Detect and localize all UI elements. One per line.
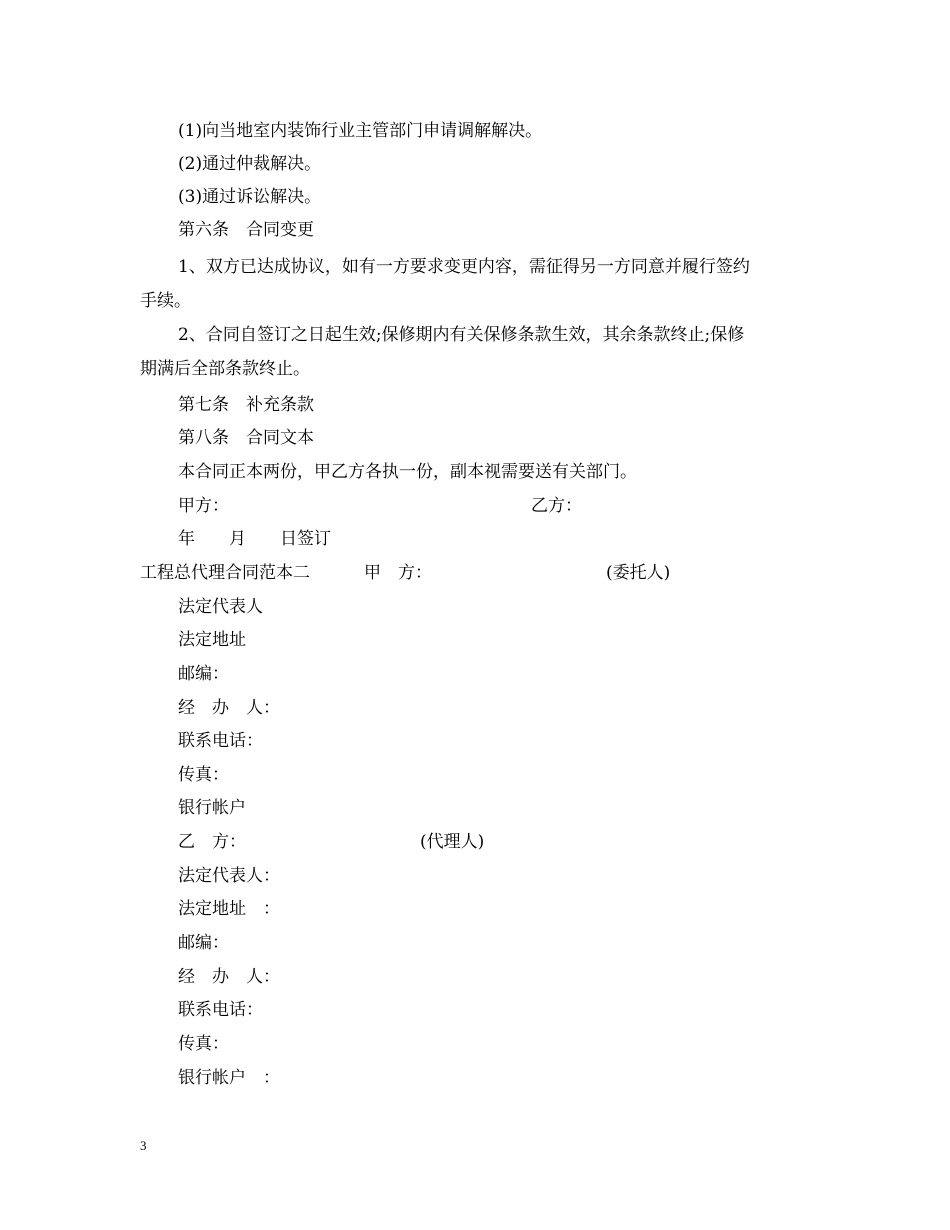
paragraph-line: 2、合同自签订之日起生效;保修期内有关保修条款生效，其余条款终止;保修 — [178, 325, 745, 345]
party-a-label: 甲 方： — [364, 563, 432, 583]
party-b-field: 联系电话： — [178, 1000, 263, 1020]
party-b-field: 经 办 人： — [178, 967, 280, 987]
party-b-field: 银行帐户 ： — [178, 1068, 280, 1088]
paragraph-line: 手续。 — [140, 291, 191, 311]
party-a-field: 法定代表人 — [178, 597, 263, 617]
paragraph-line: 本合同正本两份，甲乙方各执一份，副本视需要送有关部门。 — [178, 462, 637, 482]
paragraph-line: (2)通过仲裁解决。 — [178, 154, 322, 174]
party-a-field: 银行帐户 — [178, 798, 246, 818]
party-b-field: 传真： — [178, 1034, 229, 1054]
party-b-field: 法定代表人： — [178, 866, 280, 886]
signature-date: 年 月 日签订 — [178, 529, 331, 549]
paragraph-line: 1、双方已达成协议，如有一方要求变更内容，需征得另一方同意并履行签约 — [178, 257, 750, 277]
party-b-field: 邮编： — [178, 933, 229, 953]
party-a-role: (委托人) — [606, 563, 671, 583]
page-number: 3 — [140, 1138, 147, 1153]
sample-title: 工程总代理合同范本二 — [140, 563, 310, 583]
party-a-field: 法定地址 — [178, 630, 246, 650]
party-b-role: (代理人) — [420, 832, 485, 852]
signature-party-b: 乙方： — [531, 496, 582, 516]
party-a-field: 经 办 人： — [178, 698, 280, 718]
section-heading: 第八条 合同文本 — [178, 428, 314, 448]
party-a-field: 邮编： — [178, 664, 229, 684]
party-b-field: 法定地址 ： — [178, 899, 280, 919]
signature-party-a: 甲方： — [178, 496, 229, 516]
party-a-field: 联系电话： — [178, 731, 263, 751]
party-b-label: 乙 方： — [178, 832, 246, 852]
paragraph-line: (3)通过诉讼解决。 — [178, 187, 322, 207]
section-heading: 第六条 合同变更 — [178, 220, 314, 240]
paragraph-line: (1)向当地室内装饰行业主管部门申请调解解决。 — [178, 121, 543, 141]
paragraph-line: 期满后全部条款终止。 — [140, 359, 310, 379]
party-a-field: 传真： — [178, 765, 229, 785]
section-heading: 第七条 补充条款 — [178, 395, 314, 415]
